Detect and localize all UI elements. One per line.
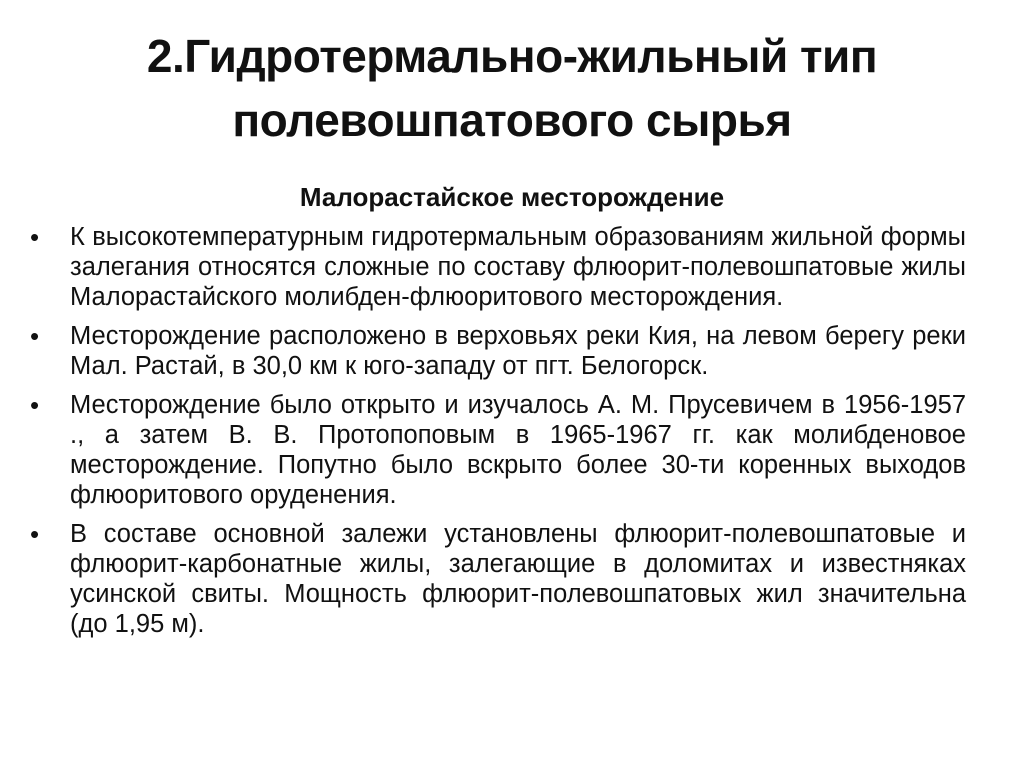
bullet-text-1: К высокотемпературным гидротермальным образованиям жильной формы залегания относятся сложные по составу флюорит-полевошпатовые жилы Малорастайского молибден-флюоритового месторождения. [70, 223, 966, 311]
bullet-item-3 [30, 390, 966, 510]
bullet-text-2: Месторождение расположено в верховьях реки Кия, на левом берегу реки Мал. Растай, в 30,0 км к юго-западу от пгт. Белогорск. [70, 322, 966, 380]
bullet-item-4 [30, 519, 966, 639]
bullet-list [30, 222, 966, 648]
slide-title-line-1: 2.Гидротермально-жильный тип [146, 30, 878, 82]
bullet-marker: • [30, 390, 40, 420]
bullet-text-4: В составе основной залежи установлены флюорит-полевошпатовые и флюорит-карбонатные жилы, залегающие в доломитах и известняках усинской свиты. Мощность флюорит-полевошпатовых жил значительна (до 1,95 м). [70, 520, 966, 638]
slide-title [60, 24, 964, 152]
bullet-item-1 [30, 222, 966, 312]
slide-title-line-2: полевошпатового сырья [232, 94, 792, 146]
bullet-text-3: Месторождение было открыто и изучалось А. М. Прусевичем в 1956-1957 ., а затем В. В. Протопоповым в 1965-1967 гг. как молибденовое месторождение. Попутно было вскрыто более 30-ти коренных выходов флюоритового оруденения. [70, 391, 966, 509]
deposit-subtitle: Малорастайское месторождение [299, 182, 725, 212]
bullet-marker: • [30, 222, 40, 252]
bullet-marker: • [30, 519, 40, 549]
bullet-marker: • [30, 321, 40, 351]
bullet-item-2 [30, 321, 966, 381]
